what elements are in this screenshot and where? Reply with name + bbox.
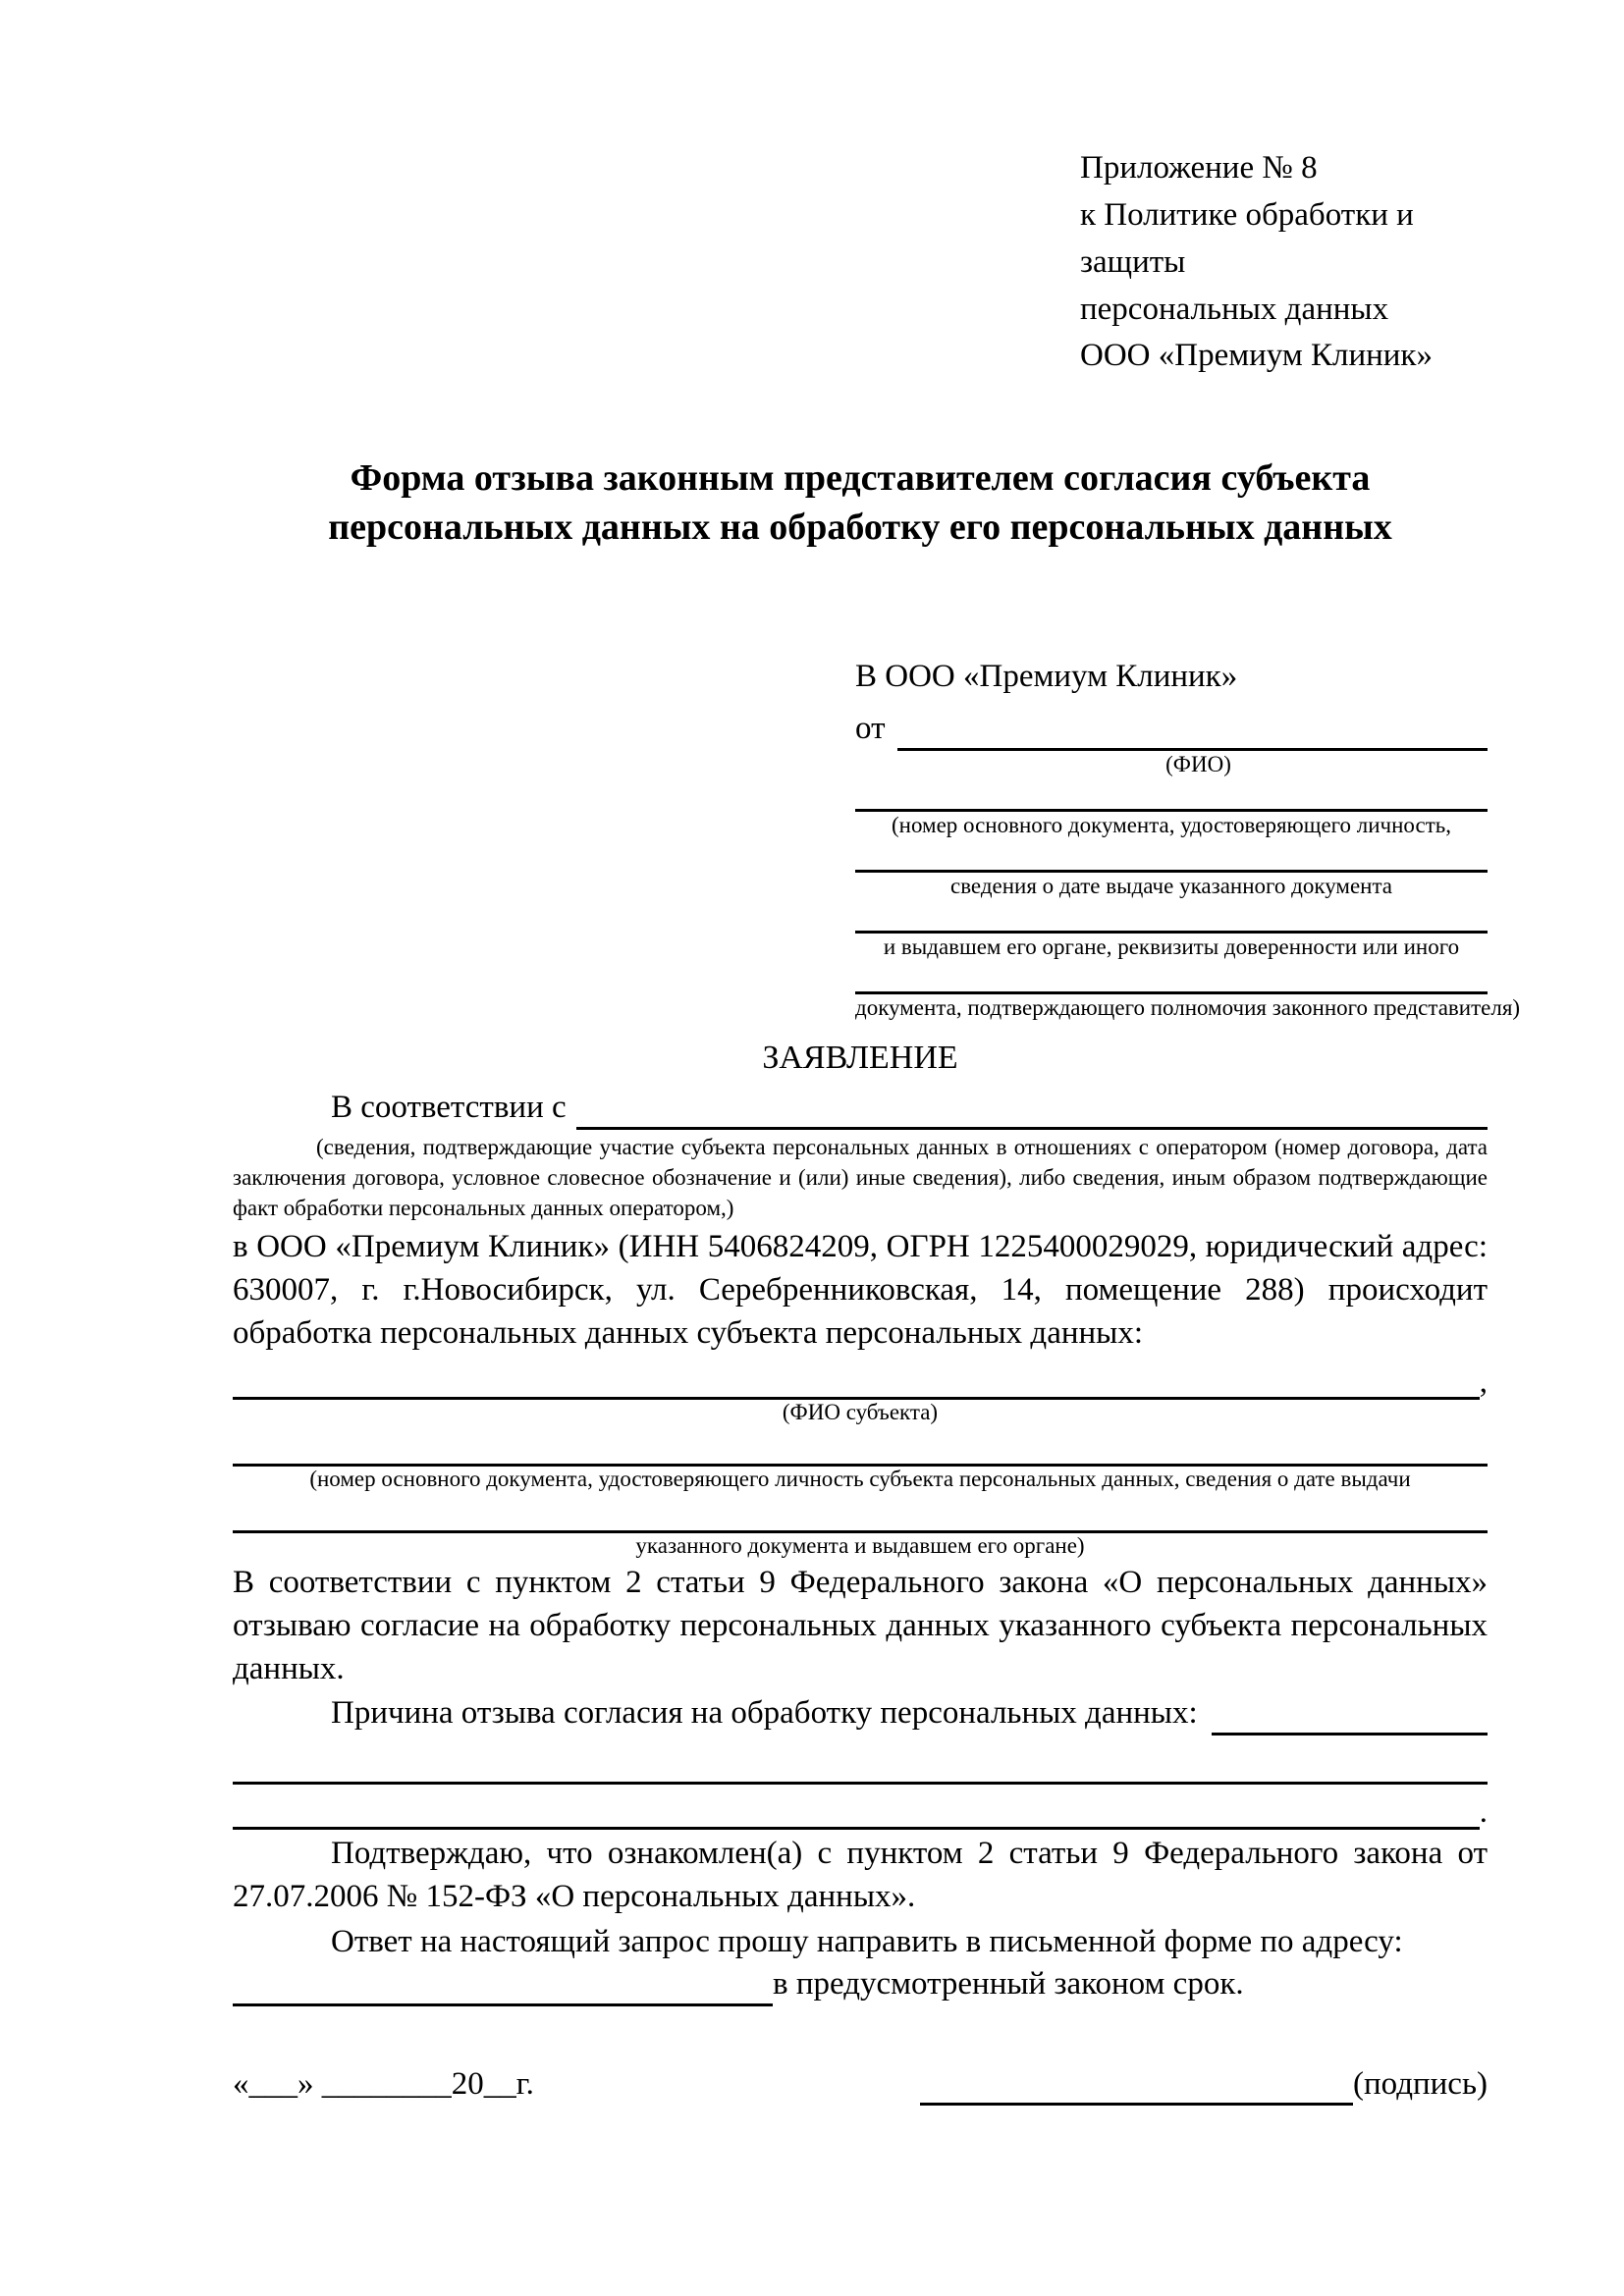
reply-tail: в предусмотренный законом срок. — [773, 1965, 1244, 2002]
representative-doc-field-2[interactable] — [855, 839, 1488, 873]
subject-doc-caption-1: (номер основного документа, удостоверяющего личность субъекта персональных данных, сведения о дате выдачи — [309, 1466, 1411, 1491]
from-label: от — [855, 711, 886, 747]
subject-doc-caption-2: указанного документа и выдавшем его органе) — [635, 1532, 1085, 1558]
addressee-organization: В ООО «Премиум Клиник» — [855, 658, 1238, 694]
subject-doc-field-2[interactable] — [233, 1496, 1488, 1533]
annex-line: Приложение № 8 — [1080, 150, 1318, 186]
representative-doc-caption-1: (номер основного документа, удостоверяющего личность, — [891, 813, 1451, 838]
basis-row — [233, 1087, 1488, 1130]
reason-row-3 — [233, 1789, 1488, 1830]
basis-field[interactable] — [576, 1091, 1488, 1130]
document-title-line: персональных данных на обработку его персональных данных — [328, 507, 1392, 549]
reply-address-row — [233, 1963, 1488, 2006]
annex-line: персональных данных — [1080, 291, 1389, 327]
subject-fio-caption: (ФИО субъекта) — [782, 1399, 939, 1424]
signature-field[interactable] — [920, 2068, 1353, 2106]
subject-fio-row — [233, 1359, 1488, 1400]
reason-field-line-3[interactable] — [233, 1790, 1480, 1830]
withdrawal-paragraph: В соответствии с пунктом 2 статьи 9 Федерального закона «О персональных данных» отзываю согласие на обработку персональных данных указанного субъекта персональных данных. — [233, 1564, 1488, 1686]
representative-doc-field-3[interactable] — [855, 900, 1488, 934]
representative-doc-caption-3: и выдавшем его органе, реквизиты доверенности или иного — [883, 934, 1460, 960]
signing-row — [233, 2063, 1488, 2107]
representative-doc-caption-4: документа, подтверждающего полномочия законного представителя) — [855, 995, 1521, 1021]
annex-line: ООО «Премиум Клиник» — [1080, 338, 1433, 374]
annex-header — [1080, 145, 1488, 380]
reason-label: Причина отзыва согласия на обработку персональных данных: — [331, 1694, 1198, 1731]
representative-fio-field[interactable] — [897, 712, 1489, 751]
date-field[interactable]: «___» ________20__г. — [233, 2065, 534, 2102]
annex-line: к Политике обработки и защиты — [1080, 196, 1414, 280]
subject-fio-field[interactable] — [233, 1361, 1480, 1400]
from-row — [855, 708, 1488, 751]
reason-field[interactable] — [1212, 1696, 1488, 1735]
reason-row — [233, 1692, 1488, 1735]
statement-heading: ЗАЯВЛЕНИЕ — [762, 1040, 958, 1077]
addressee-block — [855, 656, 1521, 1023]
representative-doc-caption-2: сведения о дате выдаче указанного документа — [949, 874, 1393, 899]
basis-caption: (сведения, подтверждающие участие субъекта персональных данных в отношениях с оператором (номер договора, дата заключения договора, условное словесное обозначение и (или) иные сведения), либо сведения, иным образом подтверждающие факт обработки персональных данных оператором,) — [233, 1134, 1488, 1220]
reply-address-field[interactable] — [233, 1969, 773, 2006]
signature-group — [920, 2063, 1488, 2107]
document-title — [233, 454, 1488, 552]
representative-doc-field-4[interactable] — [855, 961, 1488, 994]
subject-doc-field-1[interactable] — [233, 1429, 1488, 1467]
operator-paragraph: в ООО «Премиум Клиник» (ИНН 5406824209, ОГРН 1225400029029, юридический адрес: 630007, г. г.Новосибирск, ул. Серебренниковская, 14, помещение 288) происходит обработка персональных данных субъекта персональных данных: — [233, 1228, 1488, 1351]
reason-field-line-2[interactable] — [233, 1739, 1488, 1785]
reply-paragraph: Ответ на настоящий запрос прошу направить в письменной форме по адресу: — [331, 1923, 1403, 1959]
subject-fio-comma: , — [1479, 1363, 1488, 1400]
reason-period: . — [1479, 1793, 1488, 1830]
confirm-paragraph: Подтверждаю, что ознакомлен(а) с пунктом 2 статьи 9 Федерального закона от 27.07.2006 № 152-ФЗ «О персональных данных». — [233, 1835, 1488, 1914]
fio-caption: (ФИО) — [1165, 752, 1231, 777]
signature-caption: (подпись) — [1353, 2065, 1488, 2102]
basis-label: В соответствии с — [331, 1089, 567, 1125]
representative-doc-field-1[interactable] — [855, 778, 1488, 812]
document-title-line: Форма отзыва законным представителем согласия субъекта — [350, 457, 1371, 500]
